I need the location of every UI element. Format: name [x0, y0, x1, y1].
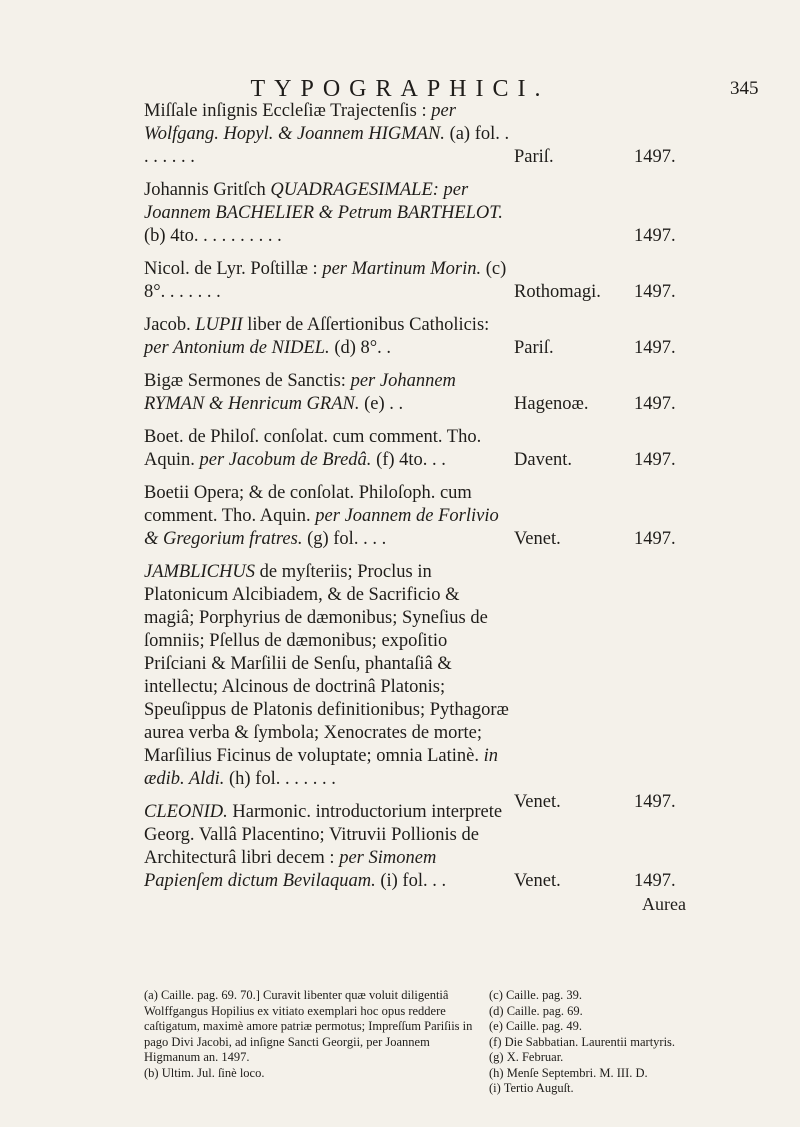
page-number: 345 [730, 78, 759, 99]
footnote: (b) Ultim. Jul. ſinè loco. [144, 1065, 265, 1080]
entry-printer: per Martinum Morin. [322, 259, 482, 279]
entry-printer: per Wolfgang. Hopyl. & Joannem HIGMAN. [144, 101, 456, 144]
entry-place: Pariſ. [514, 338, 554, 358]
entry-bigae [144, 370, 754, 416]
footnote: (c) Caille. pag. 39. [489, 988, 583, 1002]
entry-format: (e) . . [359, 394, 404, 414]
entry-author: JAMBLICHUS [144, 562, 255, 582]
entry-format: (c) 8°. . . . . . . [144, 259, 507, 302]
entry-format: (f) 4to. . . [371, 450, 446, 470]
footnote: (h) Menſe Septembri. M. III. D. [489, 1065, 648, 1080]
entry-year: 1497. [634, 226, 676, 246]
entry-text: de myſteriis; Proclus in Platonicum Alcibiadem, & de Sacrificio & magiâ; Porphyrius de dæmonibus; Syneſius de ſomniis; Pſellus de dæmonibus; expoſitio Priſciani & Marſilii de Senſu, phantaſiâ & intellectu; Alcinous de doctrinâ Platonis; Speuſippus de Platonis definitionibus; Pythagoræ aurea verba & ſymbola; Xenocrates de morte; Marſilius Ficinus de voluptate; omnia Latinè. [144, 562, 509, 766]
entry-place: Venet. [514, 871, 561, 891]
entry-year: 1497. [634, 792, 676, 812]
entry-place: Hagenoæ. [514, 394, 589, 414]
entry-missale [144, 100, 754, 169]
footnote: (f) Die Sabbatian. Laurentii martyris. [489, 1034, 676, 1049]
entry-format: (a) fol. . . . . . . . [144, 124, 510, 167]
entry-lupii [144, 314, 754, 360]
entry-year: 1497. [634, 394, 676, 414]
entry-boet [144, 426, 754, 472]
entry-printer: per Antonium de NIDEL. [144, 338, 330, 358]
entry-author: CLEONID. [144, 802, 228, 822]
entry-place: Pariſ. [514, 147, 554, 167]
entry-text: Jacob. [144, 315, 196, 335]
entry-printer: per Simonem Papienſem dictum Bevilaquam. [144, 848, 437, 891]
entry-printer: QUADRAGESIMALE: per Joannem BACHELIER & Petrum BARTHELOT. [144, 180, 503, 223]
entry-year: 1497. [634, 871, 676, 891]
entry-year: 1497. [634, 529, 676, 549]
entry-place: Davent. [514, 450, 573, 470]
entry-printer: in ædib. Aldi. [144, 746, 499, 789]
entry-text: Johannis Gritſch [144, 180, 271, 200]
entry-format: (d) 8°. . [329, 338, 392, 358]
entry-printer: per Jacobum de Bredâ. [199, 450, 372, 470]
entry-year: 1497. [634, 450, 676, 470]
entry-text: Boetii Opera; & de conſolat. Philoſoph. cum comment. Tho. Aquin. [144, 483, 472, 526]
footnote: (a) Caille. pag. 69. 70.] Curavit libenter quæ voluit diligentiâ Wolffgangus Hopilius ex vitiato exemplari hoc opus reddere caſtigatum, maximè amore patriæ permotus; Impreſſum Pariſiis in pago Divi Jacobi, ad inſigne Sancti Georgii, per Joannem Higmanum an. 1497. [144, 988, 473, 1064]
entry-sub-note: Aurea [642, 894, 686, 914]
running-head: TYPOGRAPHICI. [250, 76, 550, 102]
entry-text: Harmonic. introductorium interprete Georg. Vallâ Placentino; Vitruvii Pollionis de Architecturâ libri decem : [144, 802, 503, 868]
entry-title: liber de Aſſertionibus Catholicis: [242, 315, 490, 335]
footnote: (g) X. Februar. [489, 1050, 564, 1064]
entry-text: Miſſale inſignis Eccleſiæ Trajectenſis : [144, 101, 432, 121]
bibliography-entries [144, 100, 754, 914]
entry-gritsch [144, 179, 754, 248]
entry-place: Venet. [514, 792, 561, 812]
footnotes-right [489, 988, 779, 1097]
footnote: (e) Caille. pag. 49. [489, 1019, 583, 1033]
entry-lyra [144, 258, 754, 304]
entry-text: Bigæ Sermones de Sanctis: [144, 371, 351, 391]
entry-place: Rothomagi. [514, 282, 601, 302]
entry-place: Venet. [514, 529, 561, 549]
entry-printer: per Joannem de Forlivio & Gregorium fratres. [144, 506, 499, 549]
entry-year: 1497. [634, 338, 676, 358]
entry-cleonid [144, 801, 754, 914]
entry-printer: per Johannem RYMAN & Henricum GRAN. [144, 371, 456, 414]
footnote: (d) Caille. pag. 69. [489, 1003, 583, 1018]
entry-author: LUPII [195, 315, 243, 335]
entry-year: 1497. [634, 147, 676, 167]
entry-text: Boet. de Philoſ. conſolat. cum comment. Tho. Aquin. [144, 427, 482, 470]
entry-format: (b) 4to. . . . . . . . . . [144, 226, 282, 246]
entry-format: (i) fol. . . [375, 871, 447, 891]
footnote: (i) Tertio Auguſt. [489, 1081, 574, 1095]
footnotes-left [144, 988, 479, 1081]
entry-format: (g) fol. . . . [302, 529, 387, 549]
entry-text: Nicol. de Lyr. Poſtillæ : [144, 259, 323, 279]
entry-year: 1497. [634, 282, 676, 302]
entry-boetii-opera [144, 482, 754, 551]
entry-format: (h) fol. . . . . . . [224, 769, 336, 789]
